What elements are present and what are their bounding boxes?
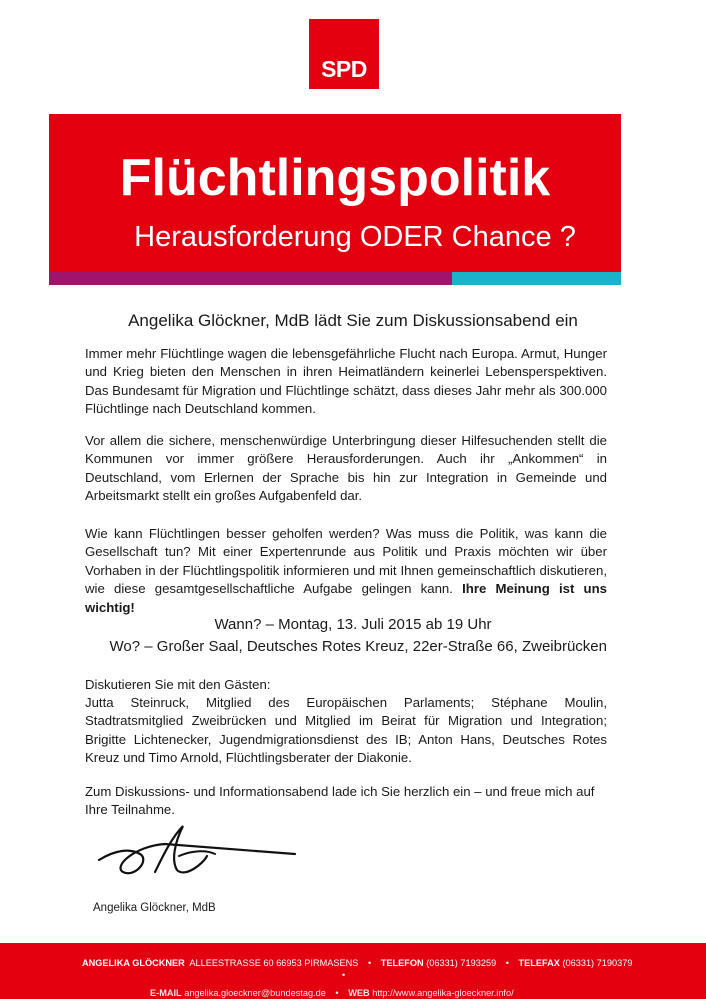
cyan-stripe bbox=[452, 272, 621, 285]
guests-list: Jutta Steinruck, Mitglied des Europäischen Parlaments; Stéphane Moulin, Stadtratsmitglied Zweibrücken und Mitglied im Beirat für Migration und Integration; Brigitte Lichtenecker, Jugendmigrationsdienst des IB; Anton Hans, Deutsches Rotes Kreuz und Timo Arnold, Flüchtlingsberater der Diakonie. bbox=[85, 695, 607, 766]
invitation-heading: Angelika Glöckner, MdB lädt Sie zum Diskussionsabend ein bbox=[128, 311, 578, 330]
footer-name: ANGELIKA GLÖCKNER bbox=[82, 958, 185, 968]
signature-name: Angelika Glöckner, MdB bbox=[93, 902, 216, 914]
logo-text: SPD bbox=[321, 56, 367, 82]
separator-dot: • bbox=[335, 988, 339, 998]
footer-address: ALLEESTRASSE 60 66953 PIRMASENS bbox=[189, 958, 359, 968]
separator-dot: • bbox=[505, 958, 509, 968]
footer-web-label: WEB bbox=[348, 988, 370, 998]
event-when: Wann? – Montag, 13. Juli 2015 ab 19 Uhr bbox=[214, 616, 492, 633]
paragraph-discussion bbox=[85, 525, 607, 617]
paragraph-emphasis: Ihre Meinung ist uns wichtig! bbox=[85, 581, 608, 615]
guests-heading: Diskutieren Sie mit den Gästen: bbox=[85, 677, 271, 692]
separator-dot: • bbox=[342, 970, 346, 980]
footer-phone-label: TELEFON bbox=[380, 958, 424, 968]
footer bbox=[0, 943, 706, 999]
footer-phone: (06331) 7193259 bbox=[426, 958, 497, 968]
footer-fax-label: TELEFAX bbox=[518, 958, 560, 968]
footer-contact-line bbox=[82, 958, 632, 968]
paragraph-challenges: Vor allem die sichere, menschenwürdige Unterbringung dieser Hilfesuchenden stellt die Kommunen vor immer größere Herausforderungen. Auch ihr „Ankommen“ in Deutschland, vom Erlernen der Sprache bis hin zur Integration in Gemeinde und Arbeitsmarkt stellt ein großes Aufgabenfeld dar. bbox=[85, 433, 607, 504]
handwritten-signature bbox=[95, 820, 305, 890]
footer-online-line bbox=[150, 988, 514, 998]
paragraph-discussion-text: Wie kann Flüchtlingen besser geholfen werden? Was muss die Politik, was kann die Gesellschaft tun? Mit einer Expertenrunde aus Politik und Praxis möchten wir über Vorhaben in der Flüchtlingspolitik informieren und mit Ihnen gemeinschaftlich diskutieren, wie diese gesamtgesellschaftliche Aufgabe gelingen kann. bbox=[85, 526, 607, 597]
paragraph-intro: Immer mehr Flüchtlinge wagen die lebensgefährliche Flucht nach Europa. Armut, Hunger und Krieg bieten den Menschen in ihren Heimatländern keinerlei Lebensperspektiven. Das Bundesamt für Migration und Flüchtlinge schätzt, dass dieses Jahr mehr als 300.000 Flüchtlinge nach Deutschland kommen. bbox=[85, 346, 607, 417]
title-banner bbox=[49, 114, 621, 272]
page-subtitle: Herausforderung ODER Chance ? bbox=[134, 221, 576, 253]
footer-web[interactable]: http://www.angelika-gloeckner.info/ bbox=[372, 988, 514, 998]
footer-email-label: E-MAIL bbox=[150, 988, 182, 998]
separator-dot: • bbox=[367, 958, 372, 968]
footer-fax: (06331) 7190379 bbox=[562, 958, 633, 968]
spd-logo bbox=[309, 19, 379, 89]
page-title: Flüchtlingspolitik bbox=[119, 149, 551, 207]
purple-stripe bbox=[49, 272, 452, 285]
event-where: Wo? – Großer Saal, Deutsches Rotes Kreuz, 22er-Straße 66, Zweibrücken bbox=[109, 638, 607, 655]
footer-email[interactable]: angelika.gloeckner@bundestag.de bbox=[184, 988, 326, 998]
closing-text: Zum Diskussions- und Informationsabend lade ich Sie herzlich ein – und freue mich auf Ihre Teilnahme. bbox=[85, 784, 595, 818]
